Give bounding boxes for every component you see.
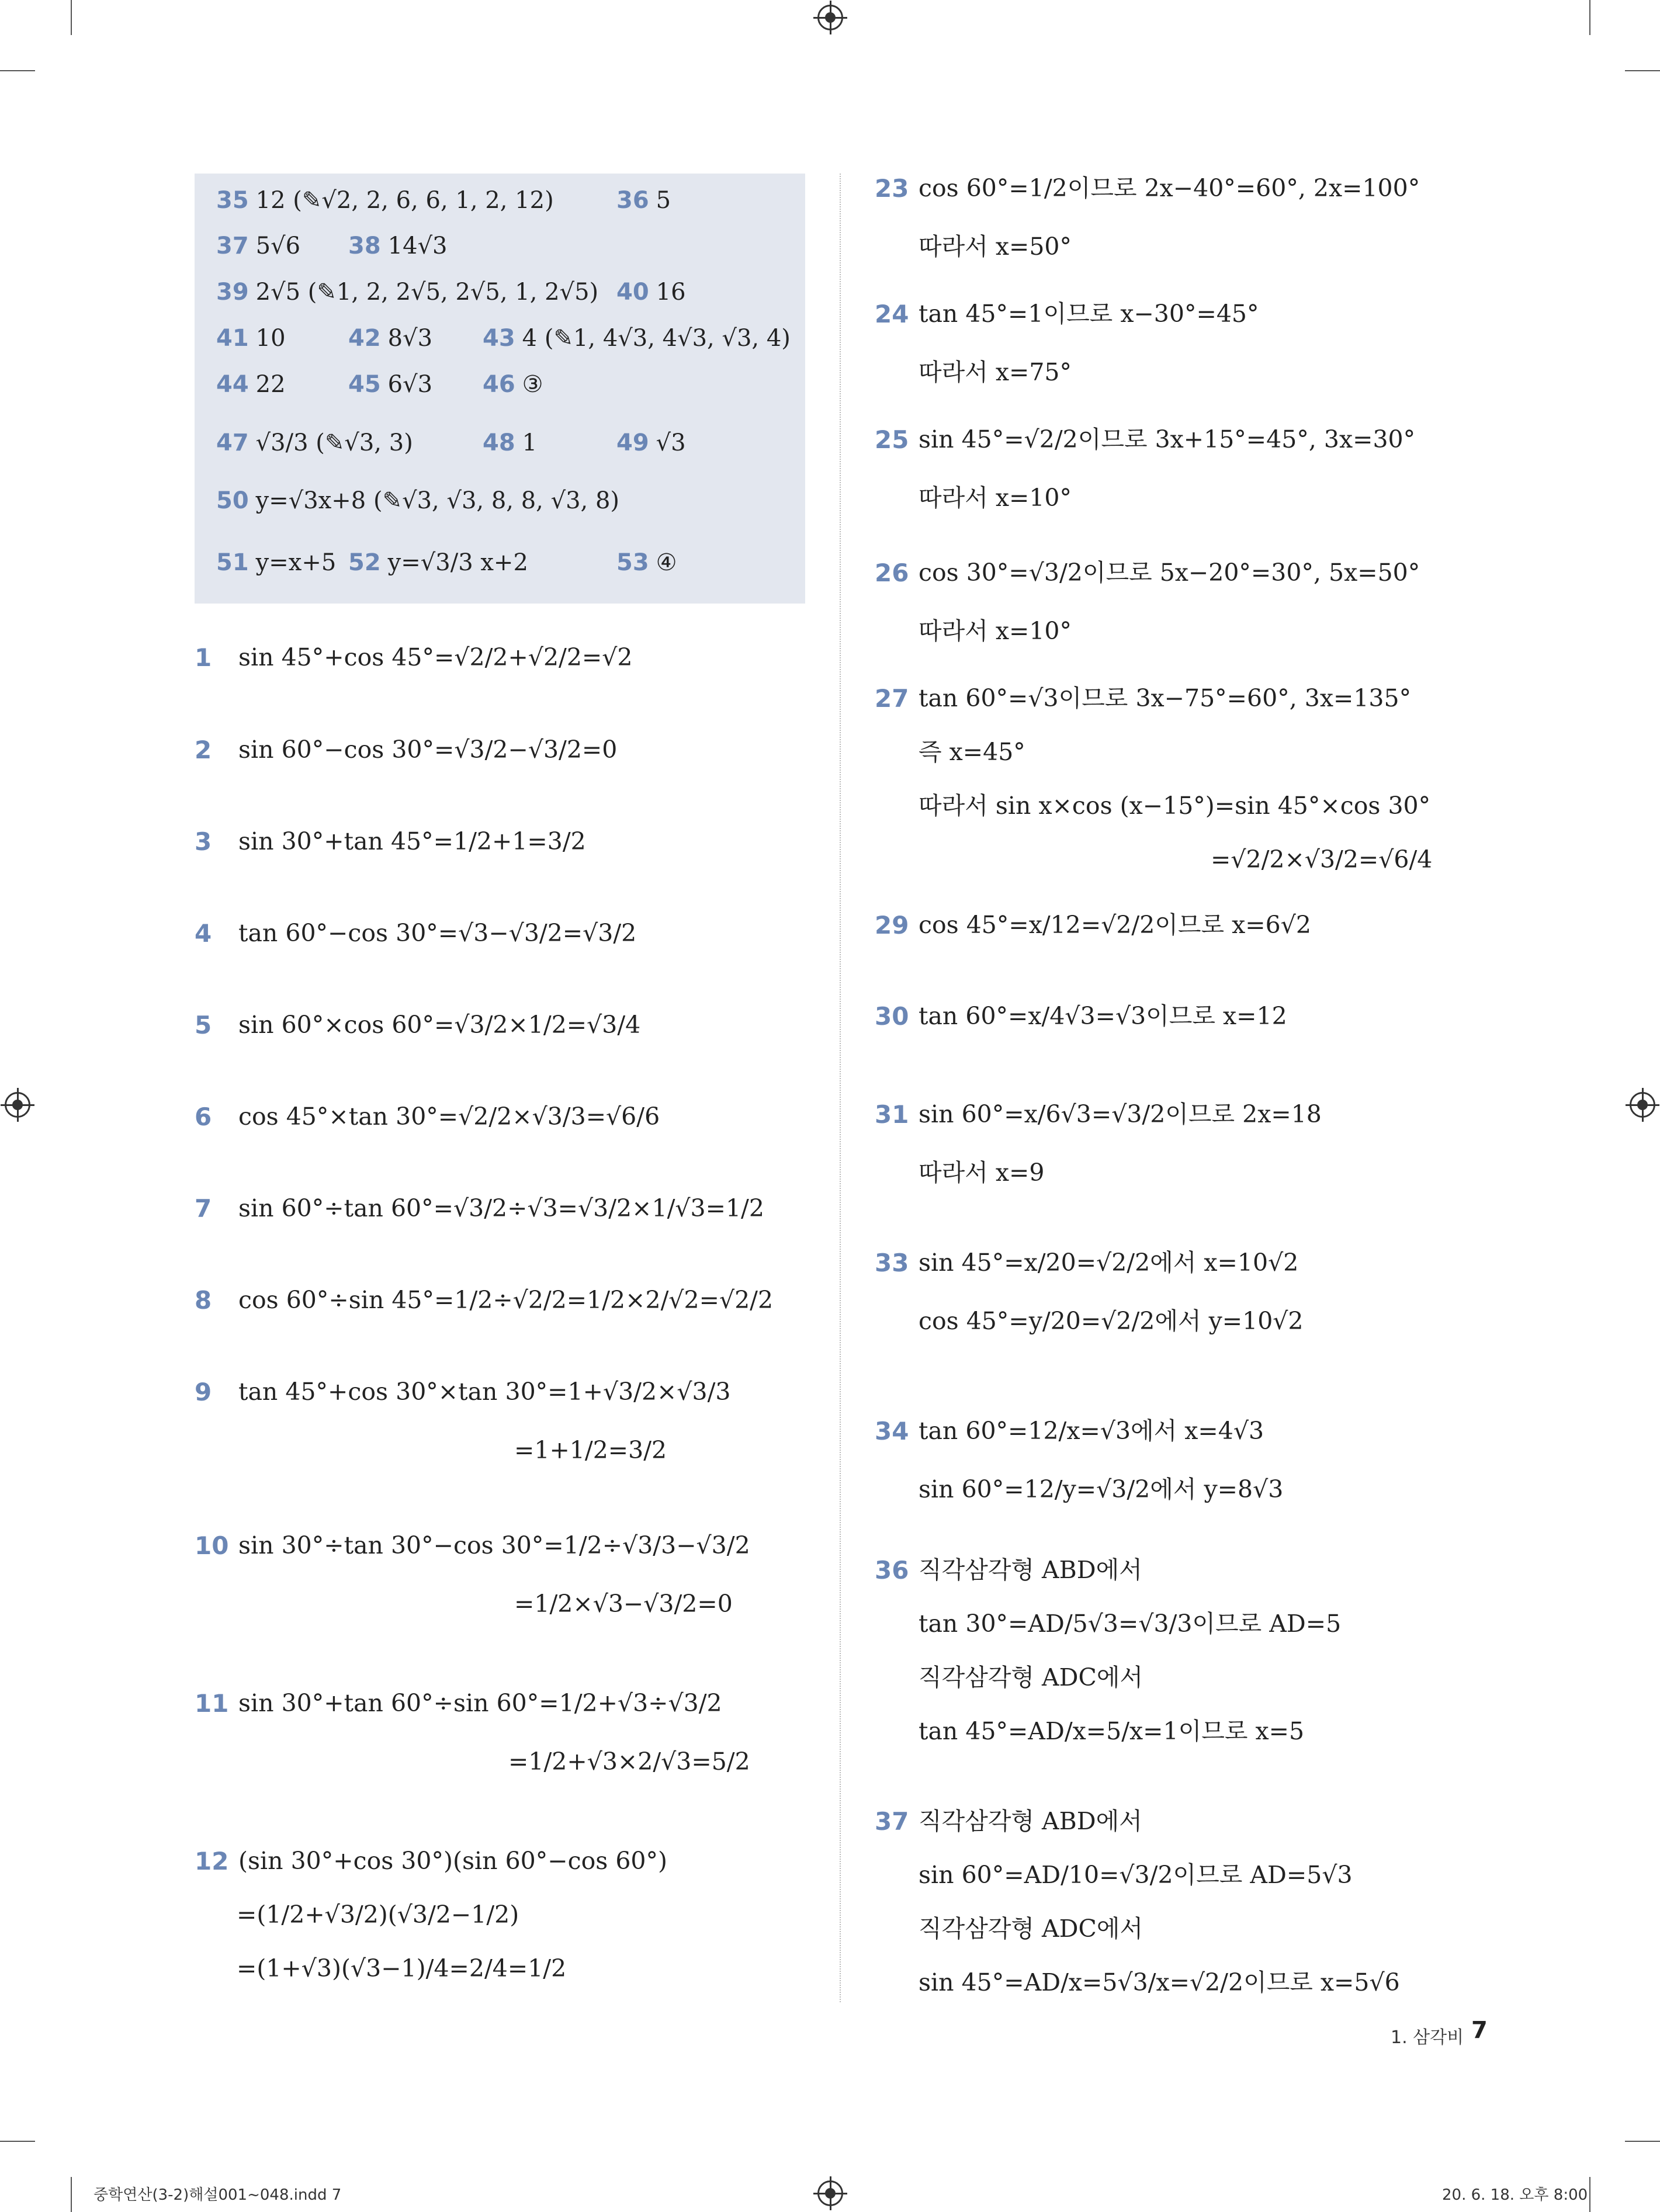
answer-item [348, 233, 448, 259]
answer-number: 39 [216, 279, 249, 306]
answer-number: 51 [216, 549, 249, 576]
problem-number: 3 [195, 827, 212, 856]
registration-mark-icon [817, 2180, 843, 2206]
solution-line: sin 60°=AD/10=√3/2이므로 AD=5√3 [919, 1861, 1353, 1889]
problem-number: 31 [875, 1100, 909, 1129]
answer-item [216, 429, 413, 456]
solution-line: 따라서 x=75° [919, 358, 1072, 386]
solution-line: cos 30°=√3/2이므로 5x−20°=30°, 5x=50° [919, 559, 1420, 587]
answer-text: 4 (✎1, 4√3, 4√3, √3, 4) [522, 325, 791, 352]
solution-line: 즉 x=45° [919, 738, 1025, 766]
print-slug-filename: 중학연산(3-2)해설001~048.indd 7 [93, 2186, 342, 2204]
answer-item [216, 371, 286, 398]
solution-line: sin 60°=x/6√3=√3/2이므로 2x=18 [919, 1100, 1322, 1128]
answer-number: 40 [616, 279, 649, 306]
solution-line: sin 45°+cos 45°=√2/2+√2/2=√2 [238, 643, 633, 671]
answer-text: y=√3/3 x+2 [387, 549, 528, 576]
problem-number: 33 [875, 1249, 909, 1277]
problem-number: 24 [875, 300, 909, 328]
solution-line: sin 60°×cos 60°=√3/2×1/2=√3/4 [238, 1011, 641, 1039]
solution-line: sin 45°=√2/2이므로 3x+15°=45°, 3x=30° [919, 425, 1416, 453]
crop-mark [0, 2141, 35, 2142]
solution-line: tan 60°=x/4√3=√3이므로 x=12 [919, 1002, 1287, 1030]
problem-number: 27 [875, 684, 909, 713]
answer-number: 38 [348, 233, 381, 259]
answer-number: 47 [216, 429, 249, 456]
answer-text: 8√3 [387, 325, 433, 352]
solution-line: 따라서 sin x×cos (x−15°)=sin 45°×cos 30° [919, 792, 1431, 820]
solution-line: tan 60°−cos 30°=√3−√3/2=√3/2 [238, 919, 637, 947]
answer-number: 50 [216, 487, 249, 514]
solution-line: =1+1/2=3/2 [514, 1436, 667, 1464]
solution-line: 따라서 x=10° [919, 484, 1072, 512]
answer-number: 36 [616, 187, 649, 214]
problem-number: 7 [195, 1194, 212, 1223]
solution-line: sin 45°=AD/x=5√3/x=√2/2이므로 x=5√6 [919, 1968, 1400, 1996]
answer-text: 12 (✎√2, 2, 6, 6, 1, 2, 12) [255, 187, 554, 214]
solution-line: 직각삼각형 ABD에서 [919, 1807, 1142, 1835]
answer-text: 10 [255, 325, 286, 352]
problem-number: 11 [195, 1689, 229, 1718]
answer-text: y=x+5 [255, 549, 337, 576]
problem-number: 5 [195, 1011, 212, 1039]
solution-line: tan 45°=AD/x=5/x=1이므로 x=5 [919, 1717, 1305, 1745]
solution-line: 따라서 x=50° [919, 233, 1072, 261]
solution-line: =1/2+√3×2/√3=5/2 [508, 1748, 750, 1776]
solution-line: tan 60°=12/x=√3에서 x=4√3 [919, 1417, 1264, 1445]
problem-number: 26 [875, 559, 909, 587]
solution-line: cos 60°=1/2이므로 2x−40°=60°, 2x=100° [919, 174, 1420, 202]
answer-number: 43 [483, 325, 515, 352]
answer-text: √3 [656, 429, 686, 456]
solution-line: sin 30°÷tan 30°−cos 30°=1/2÷√3/3−√3/2 [238, 1531, 750, 1559]
answer-item [216, 187, 554, 214]
problem-number: 4 [195, 919, 212, 948]
solution-line: sin 30°+tan 45°=1/2+1=3/2 [238, 827, 586, 855]
problem-number: 12 [195, 1847, 229, 1875]
answer-text: 22 [255, 371, 286, 398]
answer-text: ③ [522, 371, 543, 398]
solution-line: sin 60°−cos 30°=√3/2−√3/2=0 [238, 736, 618, 764]
answer-text: 5√6 [255, 233, 301, 259]
problem-number: 34 [875, 1417, 909, 1445]
solution-line: sin 60°÷tan 60°=√3/2÷√3=√3/2×1/√3=1/2 [238, 1194, 764, 1222]
solution-line: (sin 30°+cos 30°)(sin 60°−cos 60°) [238, 1847, 667, 1875]
solution-line: sin 30°+tan 60°÷sin 60°=1/2+√3÷√3/2 [238, 1689, 722, 1717]
problem-number: 37 [875, 1807, 909, 1836]
answer-number: 46 [483, 371, 515, 398]
solution-line: =(1+√3)(√3−1)/4=2/4=1/2 [237, 1954, 567, 1982]
answer-number: 48 [483, 429, 515, 456]
answer-item [216, 549, 336, 576]
solution-line: cos 45°=y/20=√2/2에서 y=10√2 [919, 1307, 1304, 1335]
answer-item [216, 487, 619, 514]
solution-line: tan 30°=AD/5√3=√3/3이므로 AD=5 [919, 1610, 1342, 1638]
answer-text: ④ [656, 549, 677, 576]
answer-item [483, 429, 537, 456]
answer-item [348, 325, 432, 352]
answer-number: 45 [348, 371, 381, 398]
answer-text: √3/3 (✎√3, 3) [255, 429, 413, 456]
answer-item [348, 371, 432, 398]
problem-number: 36 [875, 1556, 909, 1585]
problem-number: 10 [195, 1531, 229, 1560]
answer-number: 52 [348, 549, 381, 576]
crop-mark [71, 0, 72, 35]
problem-number: 1 [195, 643, 212, 672]
crop-mark [0, 70, 35, 71]
answer-text: 2√5 (✎1, 2, 2√5, 2√5, 1, 2√5) [255, 279, 599, 306]
problem-number: 9 [195, 1378, 212, 1406]
crop-mark [1589, 2177, 1590, 2212]
problem-number: 30 [875, 1002, 909, 1031]
crop-mark [1589, 0, 1590, 35]
problem-number: 6 [195, 1102, 212, 1131]
problem-number: 8 [195, 1286, 212, 1315]
problem-number: 2 [195, 736, 212, 764]
crop-mark [71, 2177, 72, 2212]
answer-item [483, 371, 543, 398]
answer-item [616, 429, 686, 456]
answer-item [616, 279, 686, 306]
answer-number: 37 [216, 233, 249, 259]
solution-line: tan 60°=√3이므로 3x−75°=60°, 3x=135° [919, 684, 1412, 712]
solution-line: cos 45°=x/12=√2/2이므로 x=6√2 [919, 911, 1311, 939]
crop-mark [1625, 70, 1660, 71]
solution-line: 따라서 x=9 [919, 1159, 1045, 1187]
answer-text: 14√3 [387, 233, 448, 259]
answer-number: 44 [216, 371, 249, 398]
crop-mark [1625, 2141, 1660, 2142]
answer-text: 16 [656, 279, 686, 306]
page-number: 7 [1471, 2017, 1488, 2044]
answer-text: 5 [656, 187, 671, 214]
solution-line: tan 45°+cos 30°×tan 30°=1+√3/2×√3/3 [238, 1378, 731, 1406]
problem-number: 29 [875, 911, 909, 939]
answer-text: 1 [522, 429, 538, 456]
answer-item [616, 549, 677, 576]
answer-item [348, 549, 528, 576]
solution-line: cos 60°÷sin 45°=1/2÷√2/2=1/2×2/√2=√2/2 [238, 1286, 774, 1314]
registration-mark-icon [1630, 1092, 1655, 1118]
answer-text: 6√3 [387, 371, 433, 398]
answer-item [216, 325, 286, 352]
answer-number: 35 [216, 187, 249, 214]
chapter-label: 1. 삼각비 [1391, 2027, 1464, 2048]
print-slug-timestamp: 20. 6. 18. 오후 8:00 [1442, 2186, 1588, 2204]
answer-text: y=√3x+8 (✎√3, √3, 8, 8, √3, 8) [255, 487, 619, 514]
solution-line: 직각삼각형 ABD에서 [919, 1556, 1142, 1584]
solution-line: =√2/2×√3/2=√6/4 [1211, 845, 1433, 873]
solution-line: cos 45°×tan 30°=√2/2×√3/3=√6/6 [238, 1102, 660, 1131]
solution-line: tan 45°=1이므로 x−30°=45° [919, 300, 1259, 328]
answer-number: 53 [616, 549, 649, 576]
solution-line: =(1/2+√3/2)(√3/2−1/2) [237, 1901, 519, 1929]
problem-number: 25 [875, 425, 909, 454]
answer-number: 42 [348, 325, 381, 352]
column-divider [840, 174, 841, 2002]
answer-number: 41 [216, 325, 249, 352]
answer-number: 49 [616, 429, 649, 456]
answer-item [616, 187, 671, 214]
solution-line: sin 45°=x/20=√2/2에서 x=10√2 [919, 1249, 1299, 1277]
solution-line: 직각삼각형 ADC에서 [919, 1663, 1143, 1691]
registration-mark-icon [5, 1092, 30, 1118]
registration-mark-icon [817, 5, 843, 30]
answer-item [216, 279, 598, 306]
answer-item [483, 325, 791, 352]
answer-item [216, 233, 300, 259]
solution-line: 따라서 x=10° [919, 617, 1072, 645]
solution-line: =1/2×√3−√3/2=0 [514, 1590, 733, 1618]
problem-number: 23 [875, 174, 909, 203]
solution-line: sin 60°=12/y=√3/2에서 y=8√3 [919, 1475, 1284, 1503]
solution-line: 직각삼각형 ADC에서 [919, 1915, 1143, 1943]
